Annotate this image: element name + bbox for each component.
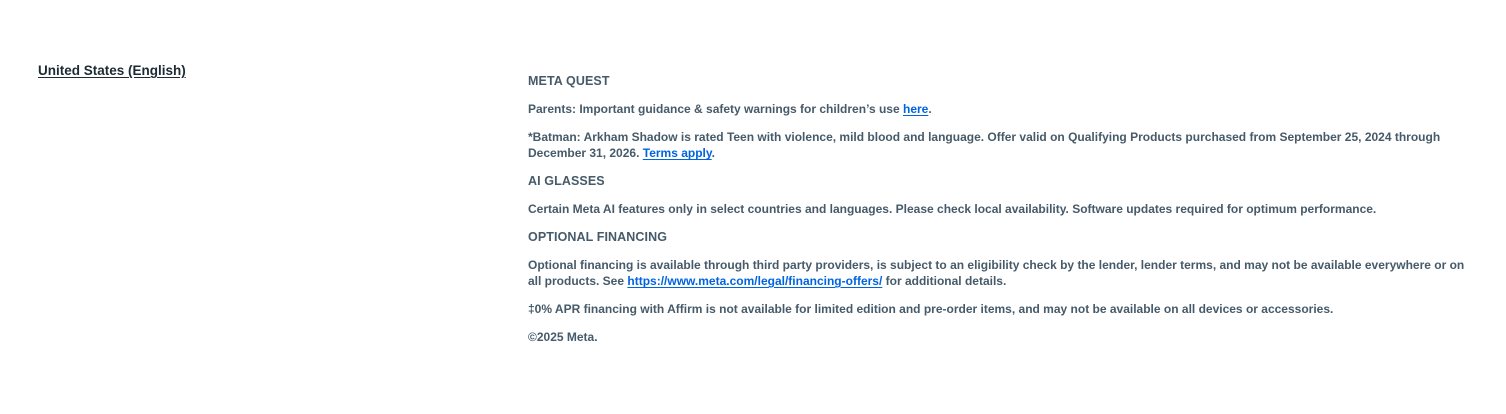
parents-guidance-text: Parents: Important guidance & safety warnings for children’s use	[528, 102, 903, 116]
parents-guidance-period: .	[928, 102, 932, 116]
meta-quest-heading: META QUEST	[528, 74, 610, 88]
parents-guidance-here-link[interactable]: here	[902, 102, 929, 116]
copyright-text: ©2025 Meta.	[528, 330, 598, 344]
financing-offers-link[interactable]: https://www.meta.com/legal/financing-offers/	[627, 274, 883, 288]
legal-disclaimers	[528, 73, 1478, 357]
terms-apply-link[interactable]: Terms apply	[642, 146, 712, 160]
ai-glasses-heading: AI GLASSES	[528, 174, 605, 188]
batman-offer-period: .	[711, 146, 716, 160]
affirm-apr-note: ‡0% APR financing with Affirm is not available for limited edition and pre-order items, and may not be available on all devices or accessories.	[528, 302, 1334, 316]
batman-offer-note	[528, 129, 1478, 161]
locale-selector-link[interactable]: United States (English)	[38, 63, 186, 78]
financing-note	[528, 257, 1478, 289]
financing-text-before: Optional financing is available through third party providers, is subject to an eligibility check by the lender, lender terms, and may not be available everywhere or on all products. See	[528, 258, 1465, 288]
ai-glasses-note: Certain Meta AI features only in select countries and languages. Please check local availability. Software updates required for optimum performance.	[528, 202, 1377, 216]
parents-guidance-note	[528, 101, 1478, 117]
optional-financing-heading: OPTIONAL FINANCING	[528, 230, 668, 244]
batman-offer-text: *Batman: Arkham Shadow is rated Teen with violence, mild blood and language. Offer valid on Qualifying Products purchased from September 25, 2024 through December 31, 2026.	[528, 130, 1441, 160]
financing-text-after: for additional details.	[882, 274, 1007, 288]
